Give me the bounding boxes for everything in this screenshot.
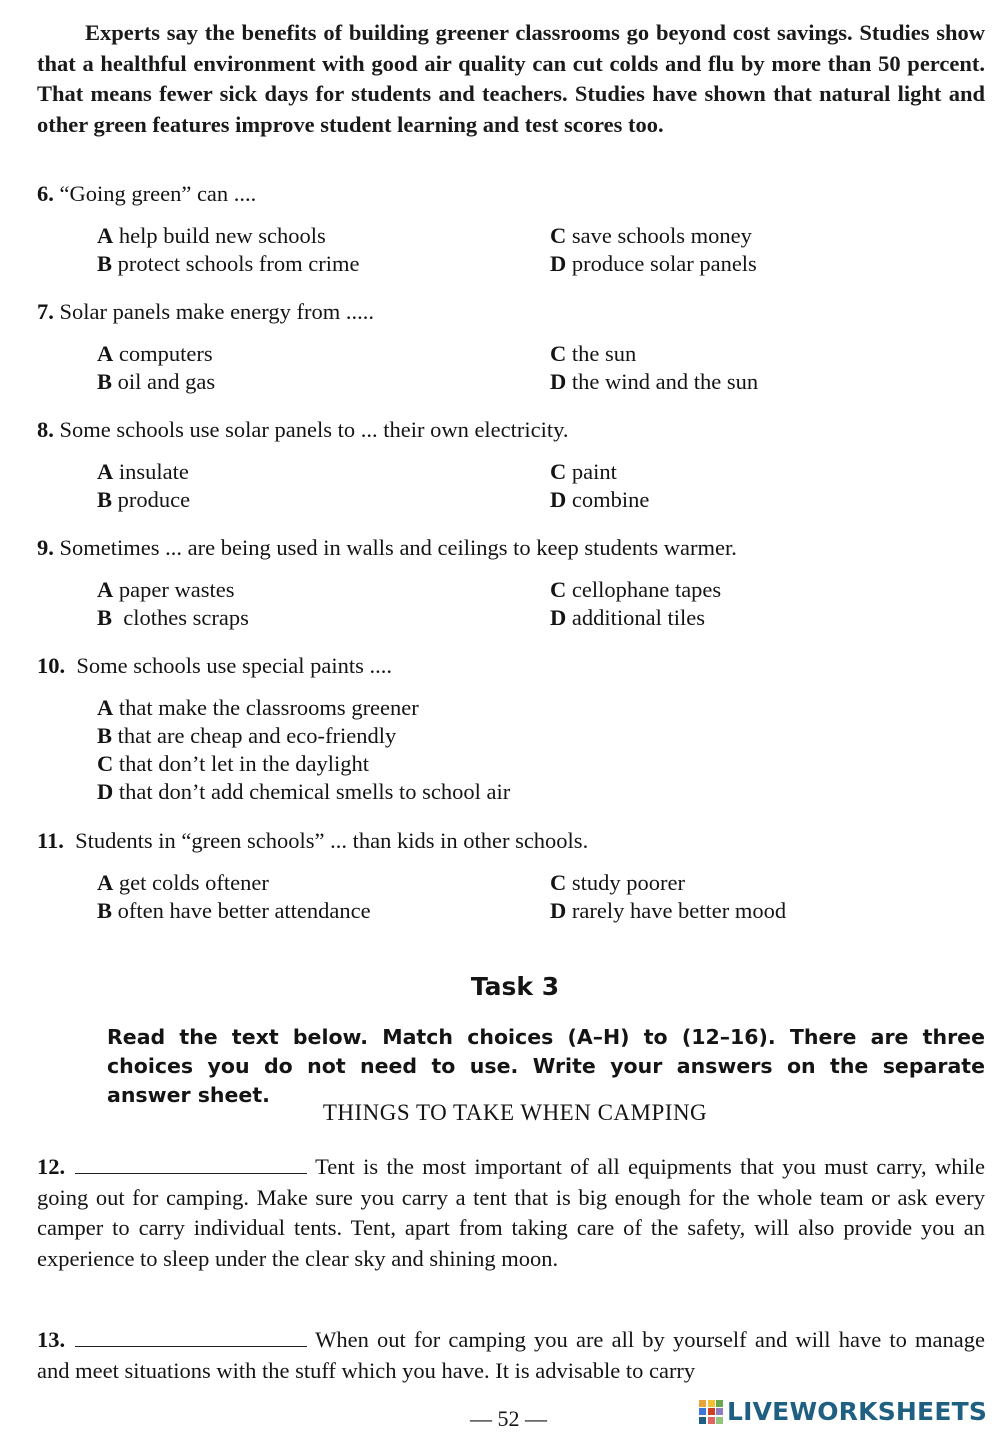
task-title: Task 3	[470, 972, 560, 1001]
answer-blank-12[interactable]	[75, 1155, 307, 1174]
question-text: Some schools use special paints ....	[76, 653, 392, 678]
item-number: 12.	[37, 1154, 66, 1179]
option-8d[interactable]: D combine	[550, 487, 650, 512]
question-10	[37, 652, 392, 680]
question-text: Sometimes ... are being used in walls and ceilings to keep students warmer.	[59, 535, 737, 560]
item-13	[37, 1325, 985, 1386]
question-number: 6.	[37, 181, 54, 206]
logo-cell	[716, 1400, 723, 1407]
option-10a[interactable]: A that make the classrooms greener	[97, 695, 419, 720]
intro-paragraph: Experts say the benefits of building greener classrooms go beyond cost savings. Studies show that a healthful environment with good air quality can cut colds and flu by more than 50 percent. That means fewer sick days for students and teachers. Studies have shown that natural light and other green features improve student learning and test scores too.	[37, 20, 985, 137]
option-9d[interactable]: D additional tiles	[550, 605, 705, 630]
text-heading: THINGS TO TAKE WHEN CAMPING	[322, 1100, 708, 1125]
page-number: — 52 —	[470, 1406, 547, 1431]
logo-cell	[708, 1408, 715, 1415]
answer-blank-13[interactable]	[75, 1328, 307, 1347]
logo-cell	[699, 1408, 706, 1415]
option-10c[interactable]: C that don’t let in the daylight	[97, 751, 370, 776]
option-9a[interactable]: A paper wastes	[97, 577, 235, 602]
item-text: When out for camping you are all by yourself and will have to manage and meet situations with the stuff which you have. It is advisable to carry	[37, 1327, 985, 1383]
logo-grid-icon	[699, 1400, 723, 1424]
option-10b[interactable]: B that are cheap and eco-friendly	[97, 723, 397, 748]
option-6c[interactable]: C save schools money	[550, 223, 752, 248]
logo-cell	[708, 1417, 715, 1424]
task-instruction: Read the text below. Match choices (A–H) to (12–16). There are three choices you do not need to use. Write your answers on the separate answer sheet.	[107, 1025, 985, 1107]
question-number: 10.	[37, 653, 66, 678]
logo-cell	[699, 1417, 706, 1424]
question-text: Students in “green schools” ... than kids in other schools.	[75, 828, 589, 853]
option-6a[interactable]: A help build new schools	[97, 223, 326, 248]
option-11a[interactable]: A get colds oftener	[97, 870, 269, 895]
question-6	[37, 180, 256, 208]
option-7b[interactable]: B oil and gas	[97, 369, 216, 394]
liveworksheets-logo[interactable]	[699, 1397, 987, 1426]
logo-cell	[716, 1417, 723, 1424]
question-text: Solar panels make energy from .....	[59, 299, 374, 324]
option-11d[interactable]: D rarely have better mood	[550, 898, 787, 923]
option-9c[interactable]: C cellophane tapes	[550, 577, 722, 602]
question-number: 9.	[37, 535, 54, 560]
option-11b[interactable]: B often have better attendance	[97, 898, 371, 923]
option-8b[interactable]: B produce	[97, 487, 191, 512]
option-8a[interactable]: A insulate	[97, 459, 189, 484]
item-number: 13.	[37, 1327, 66, 1352]
option-10d[interactable]: D that don’t add chemical smells to school air	[97, 779, 511, 804]
question-number: 11.	[37, 828, 64, 853]
question-text: “Going green” can ....	[59, 181, 257, 206]
question-number: 7.	[37, 299, 54, 324]
question-text: Some schools use solar panels to ... their own electricity.	[59, 417, 569, 442]
option-7a[interactable]: A computers	[97, 341, 213, 366]
logo-cell	[699, 1400, 706, 1407]
logo-cell	[716, 1408, 723, 1415]
question-11	[37, 827, 588, 855]
logo-text: LIVEWORKSHEETS	[727, 1397, 988, 1426]
option-11c[interactable]: C study poorer	[550, 870, 685, 895]
option-9b[interactable]: B clothes scraps	[97, 605, 249, 630]
question-8	[37, 416, 569, 444]
option-7d[interactable]: D the wind and the sun	[550, 369, 759, 394]
item-text: Tent is the most important of all equipments that you must carry, while going out for camping. Make sure you carry a tent that is big enough for the whole team or ask every camper to carry individual tents. Tent, apart from taking care of the safety, will also provide you an experience to sleep under the clear sky and shining moon.	[37, 1154, 985, 1271]
item-12	[37, 1152, 985, 1274]
question-9	[37, 534, 737, 562]
question-7	[37, 298, 374, 326]
option-7c[interactable]: C the sun	[550, 341, 637, 366]
option-6b[interactable]: B protect schools from crime	[97, 251, 360, 276]
option-6d[interactable]: D produce solar panels	[550, 251, 757, 276]
logo-cell	[708, 1400, 715, 1407]
question-number: 8.	[37, 417, 54, 442]
option-8c[interactable]: C paint	[550, 459, 617, 484]
